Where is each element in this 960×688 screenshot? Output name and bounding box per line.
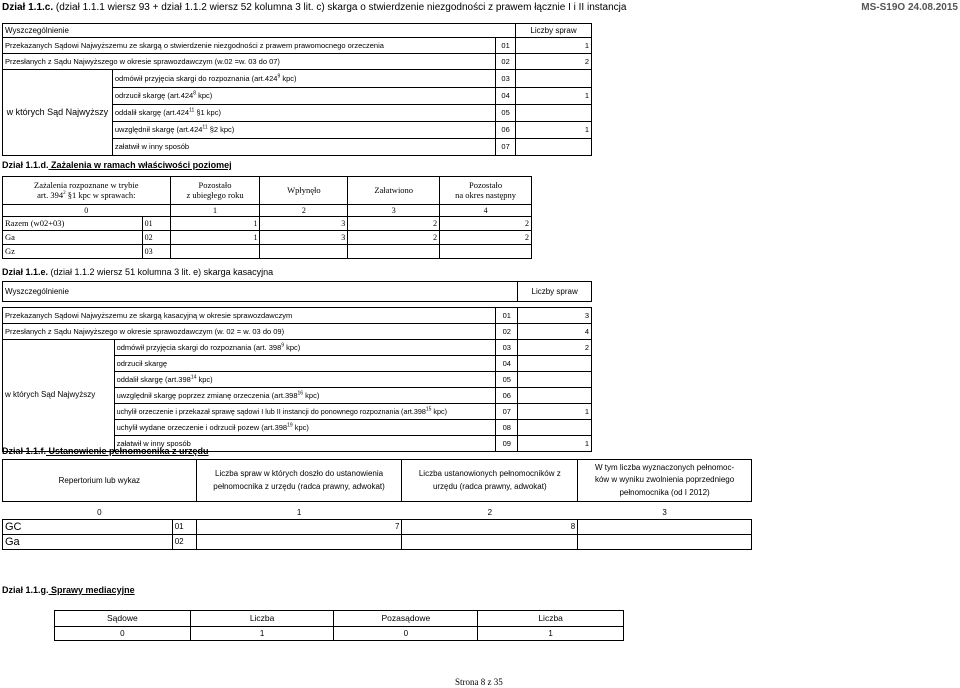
row-value: 2: [440, 231, 532, 245]
col-number: 0: [97, 508, 102, 518]
section-g-table: [54, 610, 624, 641]
row-value: [578, 535, 752, 550]
row-label: załatwił w inny sposób: [112, 139, 495, 156]
table-row: [3, 217, 532, 231]
col-number: 1: [170, 205, 260, 217]
row-code: 01: [496, 308, 518, 324]
header-cell: Wpłynęło: [260, 177, 348, 205]
row-code: 01: [142, 217, 170, 231]
row-value: 1: [518, 404, 592, 420]
header-cell: Załatwiono: [348, 177, 440, 205]
section-d-table: [2, 176, 532, 259]
col-number: 2: [260, 205, 348, 217]
header-cell: Liczba: [478, 611, 624, 627]
header-cell: Wyszczególnienie: [3, 24, 516, 38]
row-code: 04: [496, 356, 518, 372]
header-cell: Repertorium lub wykaz: [3, 460, 197, 502]
row-label: Przesłanych z Sądu Najwyższego w okresie sprawozdawczym (w. 02 = w. 03 do 09): [3, 324, 496, 340]
row-value: 7: [196, 520, 402, 535]
section-f-title: Dział 1.1.f. Ustanowienie pełnomocnika z urzędu: [2, 446, 209, 456]
section-g-title: Dział 1.1.g. Sprawy mediacyjne: [2, 585, 135, 595]
row-value: [402, 535, 578, 550]
col-number: 4: [440, 205, 532, 217]
row-label: załatwił w inny sposób: [114, 436, 496, 452]
row-code: 01: [172, 520, 196, 535]
row-value: 1: [516, 122, 592, 139]
header-cell: Liczby spraw: [518, 282, 592, 302]
header-cell: Zażalenia rozpoznane w trybie art. $394^2$ §1 kpc w sprawach:: [3, 177, 171, 205]
col-number: 1: [296, 508, 302, 518]
row-label: GC: [3, 520, 173, 535]
row-label: oddalił skargę (art.398$^{14}$ kpc): [114, 372, 496, 388]
row-code: 03: [496, 70, 516, 88]
header-cell: Pozasądowe: [334, 611, 478, 627]
row-label: Ga: [3, 535, 173, 550]
row-value: 2: [348, 231, 440, 245]
header-cell: Liczba ustanowionych pełnomocników z urzędu (radca prawny, adwokat): [402, 460, 578, 502]
table-row: [3, 520, 752, 535]
row-label: odmówił przyjęcia skargi do rozpoznania (art. $398^9$ kpc): [114, 340, 496, 356]
header-cell: Pozostało z ubiegłego roku: [170, 177, 260, 205]
row-value: [516, 105, 592, 122]
row-value: 1: [170, 231, 260, 245]
col-number: 1: [190, 627, 334, 641]
row-value: [516, 139, 592, 156]
row-label: Przesłanych z Sądu Najwyższego w okresie sprawozdawczym (w.02 =w. 03 do 07): [3, 54, 496, 70]
section-c-table: [2, 23, 592, 156]
section-c-title: Dział 1.1.c. (dział 1.1.1 wiersz 93 + dział 1.1.2 wiersz 52 kolumna 3 lit. c) skarga o stwierdzenie niezgodności z prawem łącznie I i II instancja: [2, 2, 627, 13]
header-cell: W tym liczba wyznaczonych pełnomoc- ków w wyniku zwolnienia poprzedniego pełnomocnika (od I 2012): [578, 460, 752, 502]
row-value: [518, 388, 592, 404]
row-value: 1: [518, 436, 592, 452]
row-code: 07: [496, 139, 516, 156]
table-row: [3, 231, 532, 245]
row-label: odrzucił skargę: [114, 356, 496, 372]
row-value: [516, 70, 592, 88]
row-value: 1: [516, 38, 592, 54]
row-label: Gz: [3, 245, 143, 259]
row-value: [578, 520, 752, 535]
row-value: 8: [402, 520, 578, 535]
row-code: 09: [496, 436, 518, 452]
row-code: 03: [142, 245, 170, 259]
header-cell: Liczba spraw w których doszło do ustanowienia pełnomocnika z urzędu (radca prawny, adwokat): [196, 460, 402, 502]
row-code: 08: [496, 420, 518, 436]
row-value: 1: [516, 88, 592, 105]
row-value: 3: [260, 231, 348, 245]
table-row: [3, 535, 752, 550]
header-cell: Liczby spraw: [516, 24, 592, 38]
row-label: oddalił skargę (art.424$^{11}$ §1 kpc): [112, 105, 495, 122]
header-cell: Wyszczególnienie: [3, 282, 518, 302]
row-value: [260, 245, 348, 259]
group-label: w których Sąd Najwyższy: [3, 70, 113, 156]
row-value: 3: [518, 308, 592, 324]
section-d-title: Dział 1.1.d. Zażalenia w ramach właściwości poziomej: [2, 160, 232, 170]
row-code: 04: [496, 88, 516, 105]
row-label: Ga: [3, 231, 143, 245]
section-e-table: [2, 281, 592, 452]
row-label: uchylił wydane orzeczenie i odrzucił pozew (art.398$^{19}$ kpc): [114, 420, 496, 436]
col-number: 0: [55, 627, 191, 641]
row-value: 4: [518, 324, 592, 340]
col-number: 0: [334, 627, 478, 641]
row-value: [170, 245, 260, 259]
form-code: MS-S19O 24.08.2015: [861, 2, 958, 13]
row-code: 02: [496, 54, 516, 70]
row-code: 03: [496, 340, 518, 356]
col-number: 3: [348, 205, 440, 217]
row-value: [518, 356, 592, 372]
row-label: Przekazanych Sądowi Najwyższemu ze skargą kasacyjną w okresie sprawozdawczym: [3, 308, 496, 324]
row-label: Razem (w02+03): [3, 217, 143, 231]
row-code: 02: [142, 231, 170, 245]
row-label: uchylił orzeczenie i przekazał sprawę sądowi I lub II instancji do ponownego rozpoznania (art.398$^{15}$ kpc): [114, 404, 496, 420]
row-code: 02: [172, 535, 196, 550]
row-code: 06: [496, 388, 518, 404]
row-code: 06: [496, 122, 516, 139]
row-value: [196, 535, 402, 550]
table-row: [3, 245, 532, 259]
row-value: 2: [348, 217, 440, 231]
row-label: odrzucił skargę (art.424$^8$ kpc): [112, 88, 495, 105]
row-value: 2: [440, 217, 532, 231]
row-code: 01: [496, 38, 516, 54]
row-code: 05: [496, 372, 518, 388]
col-number: 3: [662, 508, 667, 518]
header-cell: Sądowe: [55, 611, 191, 627]
row-value: [518, 420, 592, 436]
row-value: [518, 372, 592, 388]
row-label: odmówił przyjęcia skargi do rozpoznania (art.424$^9$ kpc): [112, 70, 495, 88]
row-label: Przekazanych Sądowi Najwyższemu ze skargą o stwierdzenie niezgodności z prawem prawomocnego orzeczenia: [3, 38, 496, 54]
col-number: 0: [3, 205, 171, 217]
row-value: [440, 245, 532, 259]
header-cell: Liczba: [190, 611, 334, 627]
header-cell: Pozostało na okres następny: [440, 177, 532, 205]
row-label: uwzględnił skargę (art.424$^{11}$ §2 kpc): [112, 122, 495, 139]
row-value: 2: [518, 340, 592, 356]
row-code: 07: [496, 404, 518, 420]
row-code: 02: [496, 324, 518, 340]
row-value: [348, 245, 440, 259]
section-e-title: Dział 1.1.e. (dział 1.1.2 wiersz 51 kolumna 3 lit. e) skarga kasacyjna: [2, 267, 274, 277]
col-number: 1: [478, 627, 624, 641]
row-value: 3: [260, 217, 348, 231]
row-label: uwzględnił skargę poprzez zmianę orzeczenia (art.398$^{16}$ kpc): [114, 388, 496, 404]
page-number: Strona 8 z 35: [455, 677, 503, 687]
row-value: 1: [170, 217, 260, 231]
row-code: 05: [496, 105, 516, 122]
col-number: 2: [487, 508, 493, 518]
row-value: 2: [516, 54, 592, 70]
section-f-table: [2, 459, 752, 550]
group-label: w których Sąd Najwyższy: [3, 340, 115, 452]
